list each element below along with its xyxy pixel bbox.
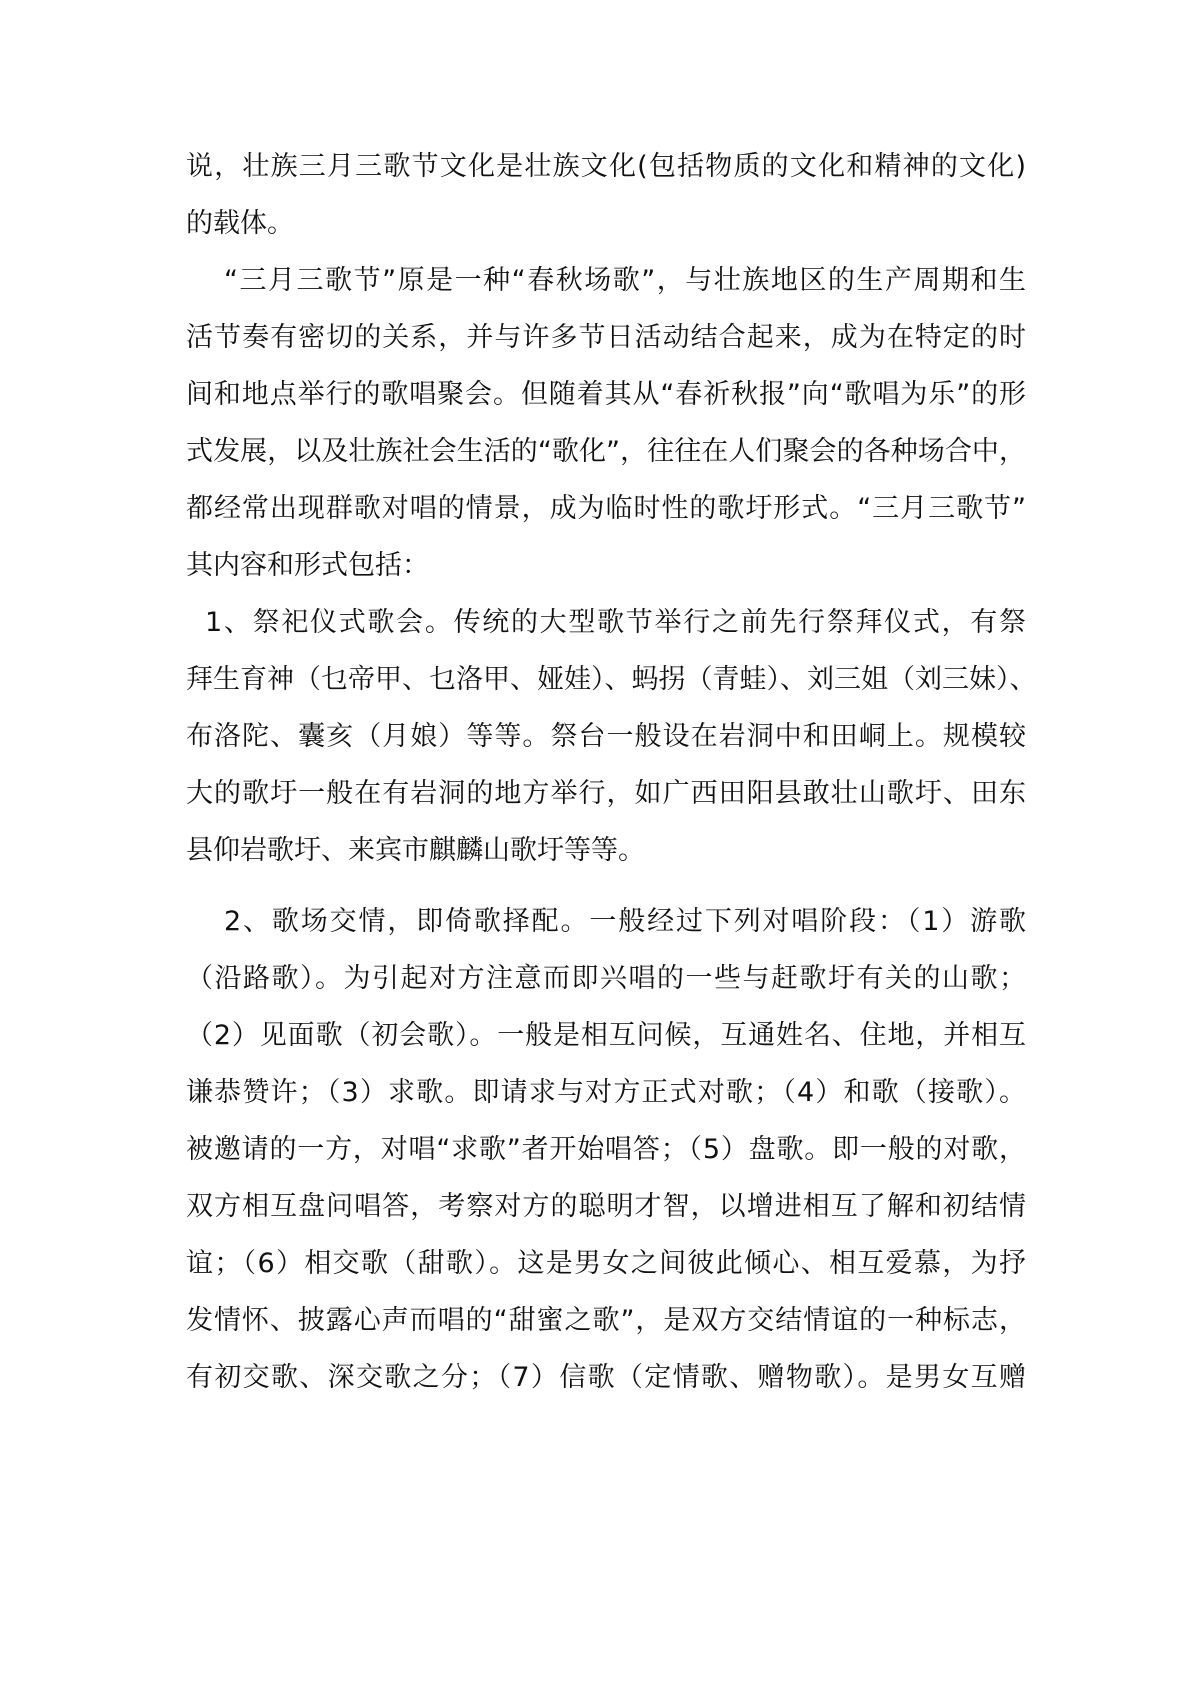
text-line: 的载体。: [186, 208, 294, 239]
text-line: 有初交歌、深交歌之分；（7）信歌（定情歌、赠物歌）。是男女互赠: [186, 1362, 1026, 1393]
text-line: 其内容和形式包括：: [186, 550, 429, 581]
text-line: 说，壮族三月三歌节文化是壮族文化(包括物质的文化和精神的文化): [186, 151, 1026, 182]
text-line: 拜生育神（乜帝甲、乜洛甲、娅娃）、蚂拐（青蛙）、刘三姐（刘三妹）、: [186, 664, 1037, 695]
text-line: 大的歌圩一般在有岩洞的地方举行，如广西田阳县敢壮山歌圩、田东: [186, 778, 1026, 809]
text-line: 发情怀、披露心声而唱的“甜蜜之歌”，是双方交结情谊的一种标志，: [186, 1305, 1026, 1336]
list-item-start-line: 2、歌场交情，即倚歌择配。一般经过下列对唱阶段：（1）游歌: [224, 906, 1026, 937]
text-line: 布洛陀、囊亥（月娘）等等。祭台一般设在岩洞中和田峒上。规模较: [186, 721, 1026, 752]
paragraph-start-line: “三月三歌节”原是一种“春秋场歌”，与壮族地区的生产周期和生: [224, 265, 1026, 296]
text-line: （沿路歌）。为引起对方注意而即兴唱的一些与赶歌圩有关的山歌；: [186, 963, 1026, 994]
text-line: 都经常出现群歌对唱的情景，成为临时性的歌圩形式。“三月三歌节”: [186, 493, 1026, 524]
text-line: 谊；（6）相交歌（甜歌）。这是男女之间彼此倾心、相互爱慕，为抒: [186, 1248, 1026, 1279]
text-line: 县仰岩歌圩、来宾市麒麟山歌圩等等。: [186, 835, 645, 866]
text-line: 被邀请的一方，对唱“求歌”者开始唱答；（5）盘歌。即一般的对歌，: [186, 1134, 1026, 1165]
text-line: 式发展，以及壮族社会生活的“歌化”，往往在人们聚会的各种场合中，: [186, 436, 1026, 467]
text-line: 双方相互盘问唱答，考察对方的聪明才智，以增进相互了解和初结情: [186, 1191, 1026, 1222]
text-line: （2）见面歌（初会歌）。一般是相互问候，互通姓名、住地，并相互: [186, 1020, 1026, 1051]
text-line: 谦恭赞许；（3）求歌。即请求与对方正式对歌；（4）和歌（接歌）。: [186, 1077, 1026, 1108]
text-line: 活节奏有密切的关系，并与许多节日活动结合起来，成为在特定的时: [186, 322, 1026, 353]
text-line: 间和地点举行的歌唱聚会。但随着其从“春祈秋报”向“歌唱为乐”的形: [186, 379, 1026, 410]
list-item-start-line: 1、祭祀仪式歌会。传统的大型歌节举行之前先行祭拜仪式，有祭: [205, 607, 1026, 638]
